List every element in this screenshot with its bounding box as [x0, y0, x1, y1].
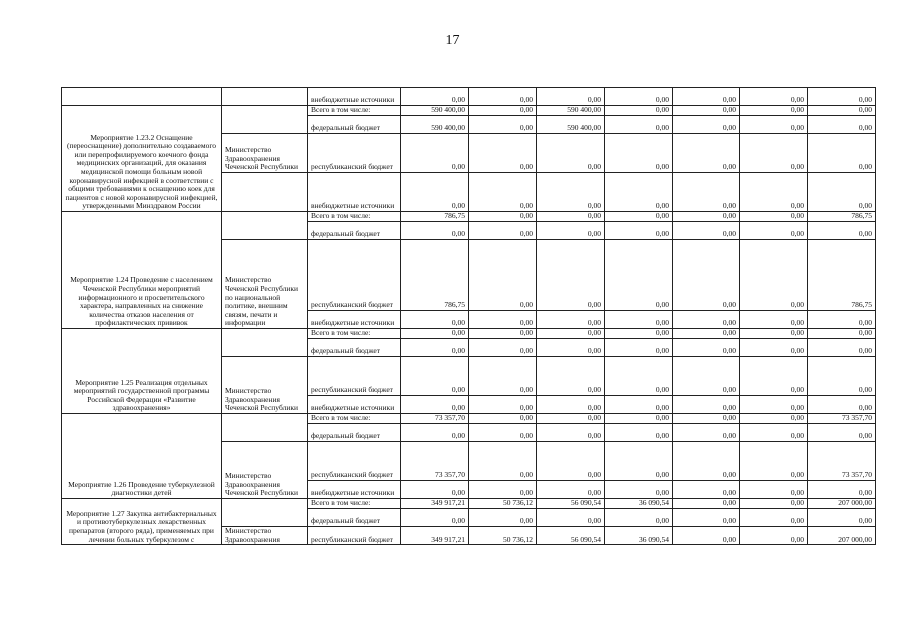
amount-cell: 0,00: [401, 357, 469, 396]
table-row: [62, 414, 876, 424]
amount-cell: 0,00: [469, 414, 537, 424]
amount-cell: 590 400,00: [537, 106, 605, 116]
executor-cell: Министерство Здравоохранения Чеченской Республики: [222, 134, 308, 173]
amount-cell: 56 090,54: [537, 499, 605, 509]
amount-cell: 0,00: [673, 106, 740, 116]
amount-cell: 0,00: [808, 88, 876, 106]
amount-cell: 0,00: [605, 481, 673, 499]
amount-cell: 0,00: [673, 88, 740, 106]
amount-cell: 0,00: [469, 396, 537, 414]
amount-cell: 0,00: [401, 329, 469, 339]
amount-cell: 0,00: [605, 88, 673, 106]
funding-source-cell: Всего в том числе:: [308, 212, 401, 222]
amount-cell: 0,00: [605, 116, 673, 134]
amount-cell: 0,00: [605, 357, 673, 396]
amount-cell: 0,00: [469, 339, 537, 357]
amount-cell: 0,00: [605, 212, 673, 222]
amount-cell: 0,00: [740, 222, 808, 240]
executor-cell: Министерство Чеченской Республики по национальной политике, внешним связям, печати и информации: [222, 240, 308, 329]
executor-cell: [222, 414, 308, 442]
amount-cell: 0,00: [605, 396, 673, 414]
amount-cell: 0,00: [740, 481, 808, 499]
amount-cell: 0,00: [740, 311, 808, 329]
amount-cell: 0,00: [469, 222, 537, 240]
amount-cell: 0,00: [673, 424, 740, 442]
funding-source-cell: внебюджетные источники: [308, 481, 401, 499]
amount-cell: 50 736,12: [469, 527, 537, 545]
amount-cell: 0,00: [537, 414, 605, 424]
table-row: [62, 499, 876, 509]
amount-cell: 0,00: [537, 481, 605, 499]
amount-cell: 0,00: [469, 357, 537, 396]
funding-source-cell: внебюджетные источники: [308, 173, 401, 212]
amount-cell: 0,00: [673, 173, 740, 212]
table-row: [62, 88, 876, 106]
amount-cell: 0,00: [673, 134, 740, 173]
amount-cell: 0,00: [401, 222, 469, 240]
amount-cell: 73 357,70: [401, 414, 469, 424]
amount-cell: 0,00: [673, 212, 740, 222]
amount-cell: 0,00: [537, 222, 605, 240]
funding-source-cell: республиканский бюджет: [308, 240, 401, 311]
amount-cell: 0,00: [605, 106, 673, 116]
event-name-cell: Мероприятие 1.23.2 Оснащение (переоснащение) дополнительно создаваемого или перепрофилируемого коечного фонда медицинских организаций, для оказания медицинской помощи больным новой коронавирусной инфекцией в соответствии с общими требованиями к оснащению коек для пациентов с новой коронавирусной инфекцией, утвержденными Минздравом России: [62, 106, 222, 212]
amount-cell: 0,00: [740, 173, 808, 212]
amount-cell: 590 400,00: [401, 106, 469, 116]
amount-cell: 0,00: [673, 499, 740, 509]
amount-cell: 0,00: [808, 424, 876, 442]
amount-cell: 0,00: [469, 116, 537, 134]
amount-cell: 349 917,21: [401, 499, 469, 509]
amount-cell: 36 090,54: [605, 499, 673, 509]
amount-cell: 0,00: [673, 339, 740, 357]
funding-source-cell: федеральный бюджет: [308, 222, 401, 240]
amount-cell: 0,00: [808, 222, 876, 240]
table-row: [62, 212, 876, 222]
amount-cell: 786,75: [401, 240, 469, 311]
amount-cell: 0,00: [469, 240, 537, 311]
executor-cell: [222, 88, 308, 106]
executor-cell: Министерство Здравоохранения Чеченской Республики: [222, 442, 308, 499]
amount-cell: 0,00: [401, 396, 469, 414]
funding-source-cell: республиканский бюджет: [308, 527, 401, 545]
amount-cell: 0,00: [537, 442, 605, 481]
budget-table: [61, 87, 876, 545]
amount-cell: 0,00: [537, 134, 605, 173]
funding-source-cell: республиканский бюджет: [308, 134, 401, 173]
funding-source-cell: федеральный бюджет: [308, 509, 401, 527]
amount-cell: 0,00: [605, 173, 673, 212]
amount-cell: 0,00: [401, 134, 469, 173]
amount-cell: 0,00: [537, 212, 605, 222]
amount-cell: 0,00: [469, 442, 537, 481]
amount-cell: 0,00: [401, 509, 469, 527]
amount-cell: 0,00: [605, 414, 673, 424]
amount-cell: 0,00: [537, 240, 605, 311]
amount-cell: 0,00: [808, 173, 876, 212]
executor-cell: [222, 329, 308, 357]
amount-cell: 0,00: [808, 134, 876, 173]
amount-cell: 0,00: [537, 173, 605, 212]
amount-cell: 0,00: [469, 212, 537, 222]
amount-cell: 0,00: [740, 88, 808, 106]
amount-cell: 36 090,54: [605, 527, 673, 545]
amount-cell: 0,00: [401, 339, 469, 357]
amount-cell: 0,00: [605, 311, 673, 329]
amount-cell: 0,00: [605, 222, 673, 240]
executor-cell: Министерство Здравоохранения Чеченской Республики: [222, 357, 308, 414]
amount-cell: 50 736,12: [469, 499, 537, 509]
amount-cell: 0,00: [605, 240, 673, 311]
amount-cell: 0,00: [605, 442, 673, 481]
funding-source-cell: федеральный бюджет: [308, 424, 401, 442]
amount-cell: 0,00: [808, 116, 876, 134]
amount-cell: 0,00: [401, 481, 469, 499]
amount-cell: 0,00: [605, 134, 673, 173]
amount-cell: 0,00: [673, 527, 740, 545]
amount-cell: 0,00: [673, 116, 740, 134]
amount-cell: 0,00: [605, 329, 673, 339]
amount-cell: 0,00: [469, 88, 537, 106]
amount-cell: 207 000,00: [808, 499, 876, 509]
event-name-cell: Мероприятие 1.24 Проведение с населением Чеченской Республики мероприятий информационного и просветительского характера, направленных на снижение количества отказов населения от профилактических прививок: [62, 212, 222, 329]
funding-source-cell: федеральный бюджет: [308, 116, 401, 134]
amount-cell: 349 917,21: [401, 527, 469, 545]
executor-cell: [222, 499, 308, 527]
amount-cell: 0,00: [469, 134, 537, 173]
executor-cell: Министерство Здравоохранения: [222, 527, 308, 545]
amount-cell: 0,00: [537, 311, 605, 329]
amount-cell: 0,00: [673, 357, 740, 396]
amount-cell: 0,00: [808, 339, 876, 357]
amount-cell: 56 090,54: [537, 527, 605, 545]
amount-cell: 207 000,00: [808, 527, 876, 545]
amount-cell: 0,00: [401, 311, 469, 329]
amount-cell: 0,00: [740, 329, 808, 339]
amount-cell: 0,00: [469, 481, 537, 499]
amount-cell: 0,00: [537, 357, 605, 396]
amount-cell: 0,00: [673, 414, 740, 424]
amount-cell: 0,00: [673, 481, 740, 499]
table-row: [62, 106, 876, 116]
amount-cell: 0,00: [740, 240, 808, 311]
amount-cell: 0,00: [808, 509, 876, 527]
amount-cell: 0,00: [808, 106, 876, 116]
funding-source-cell: Всего в том числе:: [308, 329, 401, 339]
amount-cell: 0,00: [401, 88, 469, 106]
amount-cell: 0,00: [537, 509, 605, 527]
funding-source-cell: Всего в том числе:: [308, 499, 401, 509]
amount-cell: 0,00: [605, 339, 673, 357]
amount-cell: 0,00: [469, 106, 537, 116]
amount-cell: 0,00: [740, 424, 808, 442]
amount-cell: 0,00: [740, 339, 808, 357]
amount-cell: 0,00: [740, 414, 808, 424]
amount-cell: 0,00: [808, 329, 876, 339]
amount-cell: 590 400,00: [537, 116, 605, 134]
amount-cell: 0,00: [740, 106, 808, 116]
amount-cell: 0,00: [537, 396, 605, 414]
executor-cell: [222, 106, 308, 134]
amount-cell: 0,00: [740, 509, 808, 527]
amount-cell: 0,00: [537, 339, 605, 357]
amount-cell: 0,00: [808, 311, 876, 329]
event-name-cell: Мероприятие 1.27 Закупка антибактериальных и противотуберкулезных лекарственных препаратов (второго ряда), применяемых при лечении больных туберкулезом с: [62, 499, 222, 545]
amount-cell: 0,00: [605, 509, 673, 527]
amount-cell: 786,75: [401, 212, 469, 222]
funding-source-cell: внебюджетные источники: [308, 88, 401, 106]
event-name-cell: Мероприятие 1.25 Реализация отдельных мероприятий государственной программы Российской Федерации «Развитие здравоохранения»: [62, 329, 222, 414]
amount-cell: 0,00: [740, 134, 808, 173]
amount-cell: 786,75: [808, 212, 876, 222]
amount-cell: 0,00: [740, 499, 808, 509]
amount-cell: 786,75: [808, 240, 876, 311]
funding-source-cell: федеральный бюджет: [308, 339, 401, 357]
amount-cell: 0,00: [740, 442, 808, 481]
amount-cell: 0,00: [740, 527, 808, 545]
amount-cell: 0,00: [469, 424, 537, 442]
amount-cell: 0,00: [673, 311, 740, 329]
amount-cell: 0,00: [469, 311, 537, 329]
event-name-cell: [62, 88, 222, 106]
amount-cell: 0,00: [673, 222, 740, 240]
amount-cell: 0,00: [740, 212, 808, 222]
amount-cell: 0,00: [673, 240, 740, 311]
amount-cell: 0,00: [537, 329, 605, 339]
table-row: [62, 329, 876, 339]
amount-cell: 0,00: [673, 509, 740, 527]
amount-cell: 0,00: [605, 424, 673, 442]
amount-cell: 0,00: [808, 357, 876, 396]
funding-source-cell: республиканский бюджет: [308, 442, 401, 481]
funding-source-cell: республиканский бюджет: [308, 357, 401, 396]
amount-cell: 0,00: [808, 481, 876, 499]
amount-cell: 0,00: [537, 424, 605, 442]
amount-cell: 0,00: [740, 396, 808, 414]
executor-cell: [222, 173, 308, 212]
amount-cell: 0,00: [808, 396, 876, 414]
funding-source-cell: внебюджетные источники: [308, 311, 401, 329]
amount-cell: 0,00: [673, 442, 740, 481]
funding-source-cell: внебюджетные источники: [308, 396, 401, 414]
amount-cell: 0,00: [401, 424, 469, 442]
funding-source-cell: Всего в том числе:: [308, 106, 401, 116]
amount-cell: 0,00: [469, 329, 537, 339]
amount-cell: 0,00: [537, 88, 605, 106]
amount-cell: 0,00: [740, 116, 808, 134]
amount-cell: 0,00: [673, 396, 740, 414]
amount-cell: 0,00: [469, 509, 537, 527]
page-number: 17: [445, 33, 460, 48]
amount-cell: 0,00: [469, 173, 537, 212]
amount-cell: 0,00: [740, 357, 808, 396]
amount-cell: 0,00: [401, 173, 469, 212]
executor-cell: [222, 212, 308, 240]
amount-cell: 73 357,70: [401, 442, 469, 481]
amount-cell: 590 400,00: [401, 116, 469, 134]
event-name-cell: Мероприятие 1.26 Проведение туберкулезной диагностики детей: [62, 414, 222, 499]
amount-cell: 0,00: [673, 329, 740, 339]
amount-cell: 73 357,70: [808, 414, 876, 424]
funding-source-cell: Всего в том числе:: [308, 414, 401, 424]
amount-cell: 73 357,70: [808, 442, 876, 481]
